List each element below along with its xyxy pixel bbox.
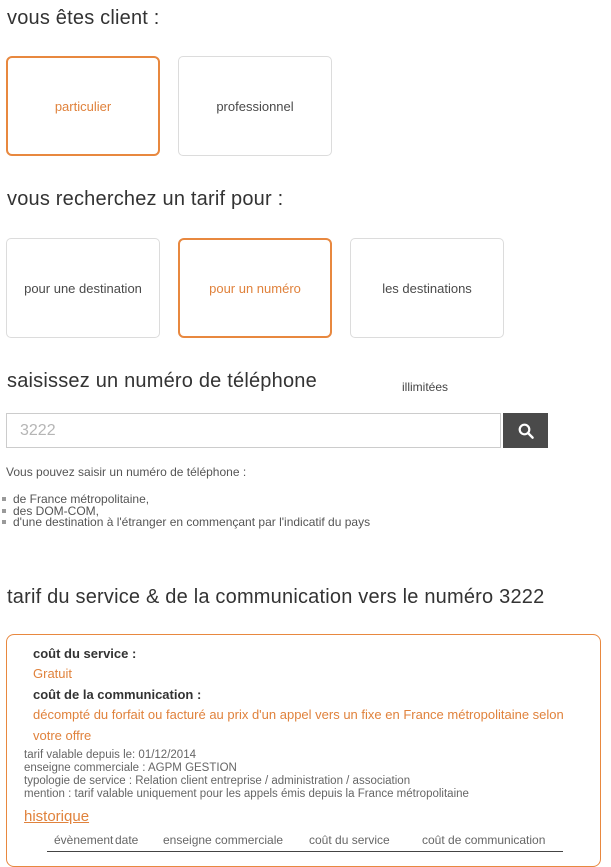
help-list [2,494,611,529]
history-col-cout-communication: coût de communication [422,833,545,847]
help-list-item: de France métropolitaine, [2,494,611,506]
tarif-option-label: pour un numéro [209,281,301,296]
commercial-name: enseigne commerciale : AGPM GESTION [24,762,590,775]
client-option-professionnel[interactable] [178,56,332,156]
history-col-evenement: évènement [47,833,115,847]
phone-number-input[interactable] [6,413,501,448]
communication-cost-value: décompté du forfait ou facturé au prix d'un appel vers un fixe en France métropolitaine selon votre offre [33,705,590,746]
number-search-title: saisissez un numéro de téléphone [7,369,611,393]
cost-block [33,644,590,747]
illimitees-note: illimitées [402,380,448,394]
help-list-item: des DOM-COM, [2,506,611,518]
service-cost-value: Gratuit [33,664,590,685]
client-options-row [6,56,611,156]
help-intro-text: Vous pouvez saisir un numéro de téléphone : [6,466,611,479]
tarif-option-label: pour une destination [24,281,142,296]
help-list-item: d'une destination à l'étranger en commençant par l'indicatif du pays [2,517,611,529]
history-col-enseigne: enseigne commerciale [163,833,309,847]
tariff-meta-block [24,749,590,801]
tarif-type-section-title: vous recherchez un tarif pour : [7,187,611,211]
service-typology: typologie de service : Relation client entreprise / administration / association [24,775,590,788]
result-section-title: tarif du service & de la communication vers le numéro 3222 [7,585,611,609]
client-section-title: vous êtes client : [7,6,611,30]
service-cost-label: coût du service : [33,644,590,665]
tarif-type-options-row [6,238,611,338]
tariff-valid-since: tarif valable depuis le: 01/12/2014 [24,749,590,762]
historique-link[interactable]: historique [24,808,89,825]
tariff-mention: mention : tarif valable uniquement pour les appels émis depuis la France métropolitaine [24,788,590,801]
client-option-particulier[interactable] [6,56,160,156]
tarif-option-numero[interactable] [178,238,332,338]
magnifier-icon [517,422,535,440]
history-table-header [47,833,563,852]
client-option-label: professionnel [216,99,293,114]
tarif-option-les-destinations[interactable] [350,238,504,338]
search-button[interactable] [503,413,548,448]
search-row [6,413,611,448]
history-col-cout-service: coût du service [309,833,422,847]
tarif-option-destination[interactable] [6,238,160,338]
number-search-header [6,369,611,393]
tariff-result-box [6,634,601,867]
tarif-option-label: les destinations [382,281,472,296]
client-option-label: particulier [55,99,111,114]
history-col-date: date [115,833,163,847]
communication-cost-label: coût de la communication : [33,685,590,706]
